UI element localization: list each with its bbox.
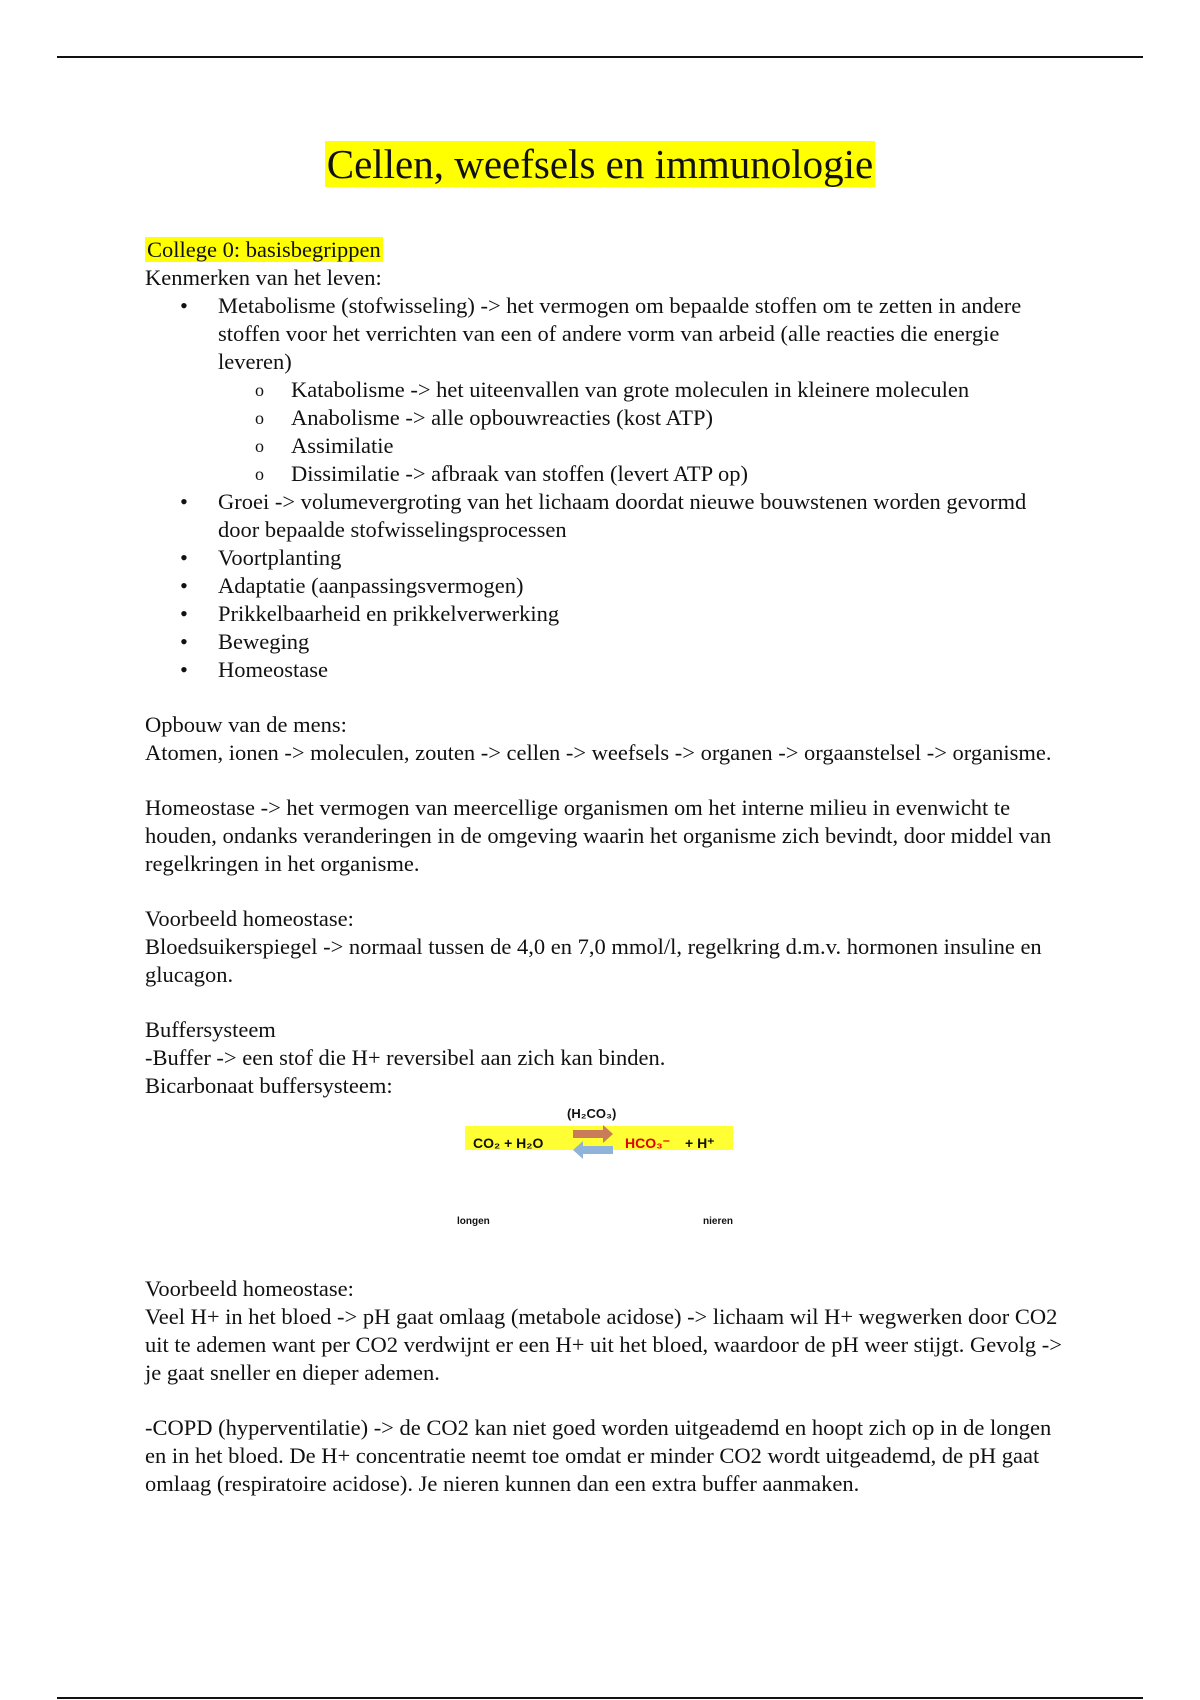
kenmerken-list xyxy=(145,292,1065,684)
section-heading: College 0: basisbegrippen xyxy=(147,237,381,262)
sublist-item: o Assimilatie xyxy=(291,432,1065,460)
kenmerken-intro: Kenmerken van het leven: xyxy=(145,265,382,290)
bicarbonate-label: HCO₃⁻ xyxy=(625,1135,670,1151)
list-item: • Beweging xyxy=(218,628,1065,656)
homeostase-paragraph: Homeostase -> het vermogen van meercellige organismen om het interne milieu in evenwicht te houden, ondanks veranderingen in de omgeving waarin het organisme zich bevindt, door middel van regelkringen in het organisme. xyxy=(145,795,1052,876)
list-item: • Homeostase xyxy=(218,656,1065,684)
list-item: • Groei -> volumevergroting van het lichaam doordat nieuwe bouwstenen worden gevormd door bepaalde stofwisselingsprocessen xyxy=(218,488,1065,544)
list-item: • Prikkelbaarheid en prikkelverwerking xyxy=(218,600,1065,628)
kidneys-caption: nieren xyxy=(703,1216,734,1227)
reverse-arrow-icon xyxy=(573,1140,613,1160)
metabolisme-sublist xyxy=(218,376,1065,488)
voorbeeld2-text: Veel H+ in het bloed -> pH gaat omlaag (metabole acidose) -> lichaam wil H+ wegwerken door CO2 uit te ademen want per CO2 verdwijnt er een H+ uit het bloed, waardoor de pH weer stijgt. Gevolg -> je gaat sneller en dieper ademen. xyxy=(145,1304,1062,1385)
sublist-item: o Anabolisme -> alle opbouwreacties (kost ATP) xyxy=(291,404,1065,432)
document-body xyxy=(145,236,1065,1498)
page-title xyxy=(0,140,1200,188)
voorbeeld-text: Bloedsuikerspiegel -> normaal tussen de 4,0 en 7,0 mmol/l, regelkring d.m.v. hormonen insuline en glucagon. xyxy=(145,934,1042,987)
sublist-item: o Katabolisme -> het uiteenvallen van grote moleculen in kleinere moleculen xyxy=(291,376,1065,404)
buffer-definition: -Buffer -> een stof die H+ reversibel aan zich kan binden. xyxy=(145,1045,666,1070)
buffer-heading: Buffersysteem xyxy=(145,1017,276,1042)
opbouw-heading: Opbouw van de mens: xyxy=(145,712,347,737)
bicarbonate-buffer-figure xyxy=(445,1100,745,1240)
copd-paragraph: -COPD (hyperventilatie) -> de CO2 kan niet goed worden uitgeademd en hoopt zich op in de longen en in het bloed. De H+ concentratie neemt toe omdat er minder CO2 wordt uitgeademd, de pH gaat omlaag (respiratoire acidose). Je nieren kunnen dan een extra buffer aanmaken. xyxy=(145,1415,1052,1496)
opbouw-text: Atomen, ionen -> moleculen, zouten -> cellen -> weefsels -> organen -> orgaanstelsel -> organisme. xyxy=(145,740,1052,765)
proton-label: + H⁺ xyxy=(685,1135,715,1151)
carbonic-acid-label: (H₂CO₃) xyxy=(567,1106,617,1121)
sublist-item: o Dissimilatie -> afbraak van stoffen (levert ATP op) xyxy=(291,460,1065,488)
list-item: • Metabolisme (stofwisseling) -> het vermogen om bepaalde stoffen om te zetten in andere stoffen voor het verrichten van een of andere vorm van arbeid (alle reacties die energie leveren) o Katabolisme -> het uiteenvallen van grote moleculen in kleinere moleculen o Anabolisme -> alle opbouwreacties (kost ATP) o Assimilatie o Dissimilatie -> afbraak van stoffen (levert ATP op) xyxy=(218,292,1065,488)
list-item: • Adaptatie (aanpassingsvermogen) xyxy=(218,572,1065,600)
lungs-caption: longen xyxy=(457,1216,490,1227)
list-item: • Voortplanting xyxy=(218,544,1065,572)
top-rule xyxy=(57,56,1143,58)
bottom-rule xyxy=(57,1697,1143,1699)
page-title-text: Cellen, weefsels en immunologie xyxy=(326,141,874,187)
reactants-label: CO₂ + H₂O xyxy=(473,1135,544,1151)
voorbeeld2-heading: Voorbeeld homeostase: xyxy=(145,1276,354,1301)
voorbeeld-heading: Voorbeeld homeostase: xyxy=(145,906,354,931)
bicarbonaat-heading: Bicarbonaat buffersysteem: xyxy=(145,1073,393,1098)
